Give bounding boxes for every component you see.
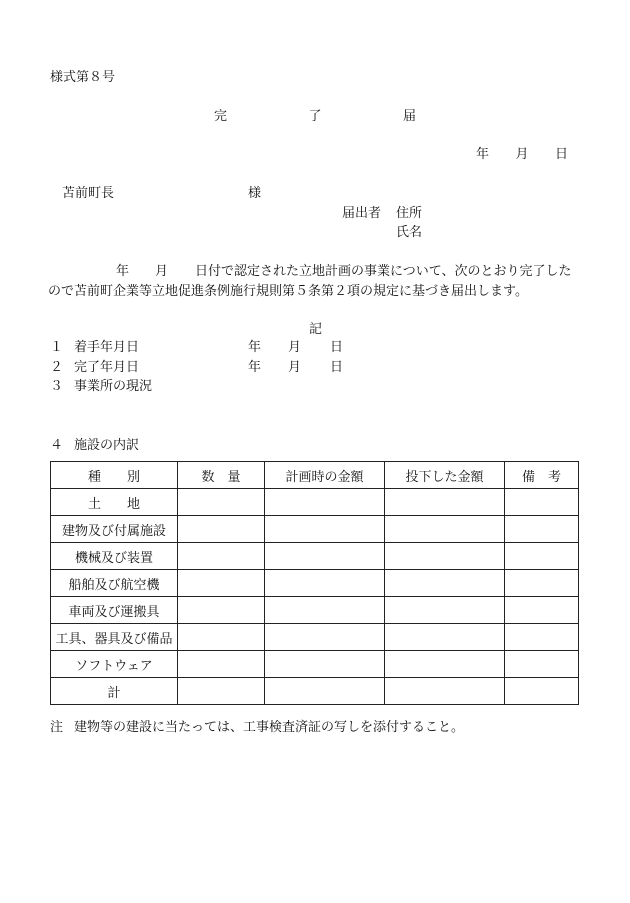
name-label: 氏名 xyxy=(396,225,423,240)
table-row xyxy=(51,543,579,570)
row-label: 船舶及び航空機 xyxy=(51,570,178,597)
remarks-cell xyxy=(505,516,579,543)
start-date-day: 日 xyxy=(330,340,344,355)
item-label-completion-date: 完了年月日 xyxy=(74,360,140,375)
title-char: 了 xyxy=(308,109,322,124)
quantity-cell xyxy=(178,624,265,651)
note-text: 建物等の建設に当たっては、工事検査済証の写しを添付すること。 xyxy=(74,720,465,735)
column-header-remarks: 備 考 xyxy=(505,462,579,489)
invested-amount-cell xyxy=(385,624,505,651)
invested-amount-cell xyxy=(385,678,505,705)
table-total-row xyxy=(51,678,579,705)
table-row xyxy=(51,570,579,597)
item-number: ３ xyxy=(50,379,64,394)
invested-amount-cell xyxy=(385,489,505,516)
table-row xyxy=(51,489,579,516)
planned-amount-cell xyxy=(265,516,385,543)
quantity-cell xyxy=(178,570,265,597)
remarks-cell xyxy=(505,570,579,597)
column-header-quantity: 数 量 xyxy=(178,462,265,489)
planned-amount-cell xyxy=(265,651,385,678)
planned-amount-cell xyxy=(265,489,385,516)
row-label: 土 地 xyxy=(51,489,178,516)
body-year: 年 xyxy=(116,264,130,279)
addressee-suffix: 様 xyxy=(248,186,262,201)
quantity-cell xyxy=(178,597,265,624)
table-row xyxy=(51,597,579,624)
notifier-label: 届出者 xyxy=(342,206,382,221)
facility-breakdown-table xyxy=(50,461,579,705)
note-label: 注 xyxy=(50,720,64,735)
remarks-cell xyxy=(505,624,579,651)
table-header-row xyxy=(51,462,579,489)
quantity-cell xyxy=(178,543,265,570)
table-row xyxy=(51,516,579,543)
completion-date-year: 年 xyxy=(248,360,262,375)
planned-amount-cell xyxy=(265,543,385,570)
date-year-label: 年 xyxy=(476,147,490,162)
date-day-label: 日 xyxy=(554,147,568,162)
item-number: １ xyxy=(50,340,64,355)
quantity-cell xyxy=(178,516,265,543)
remarks-cell xyxy=(505,597,579,624)
table-row xyxy=(51,651,579,678)
item-number: ２ xyxy=(50,360,64,375)
invested-amount-cell xyxy=(385,543,505,570)
section-label-breakdown: 施設の内訳 xyxy=(74,438,140,453)
row-label: ソフトウェア xyxy=(51,651,178,678)
row-label: 建物及び付属施設 xyxy=(51,516,178,543)
title-char: 届 xyxy=(402,109,416,124)
planned-amount-cell xyxy=(265,678,385,705)
planned-amount-cell xyxy=(265,624,385,651)
row-label: 機械及び装置 xyxy=(51,543,178,570)
form-number: 様式第８号 xyxy=(50,70,116,85)
invested-amount-cell xyxy=(385,570,505,597)
section-number: ４ xyxy=(50,438,64,453)
addressee-name: 苫前町長 xyxy=(62,186,115,201)
planned-amount-cell xyxy=(265,597,385,624)
start-date-year: 年 xyxy=(248,340,262,355)
row-label: 工具、器具及び備品 xyxy=(51,624,178,651)
planned-amount-cell xyxy=(265,570,385,597)
invested-amount-cell xyxy=(385,597,505,624)
quantity-cell xyxy=(178,651,265,678)
total-label: 計 xyxy=(51,678,178,705)
item-label-start-date: 着手年月日 xyxy=(74,340,140,355)
quantity-cell xyxy=(178,489,265,516)
column-header-category: 種 別 xyxy=(51,462,178,489)
body-line1: 日付で認定された立地計画の事業について、次のとおり完了した xyxy=(195,264,572,279)
body-month: 月 xyxy=(155,264,169,279)
table-row xyxy=(51,624,579,651)
remarks-cell xyxy=(505,678,579,705)
column-header-invested-amount: 投下した金額 xyxy=(385,462,505,489)
completion-date-day: 日 xyxy=(330,360,344,375)
date-month-label: 月 xyxy=(515,147,529,162)
remarks-cell xyxy=(505,651,579,678)
invested-amount-cell xyxy=(385,516,505,543)
remarks-cell xyxy=(505,489,579,516)
ki-label: 記 xyxy=(309,322,323,337)
title-char: 完 xyxy=(214,109,228,124)
invested-amount-cell xyxy=(385,651,505,678)
body-line2: ので苫前町企業等立地促進条例施行規則第５条第２項の規定に基づき届出します。 xyxy=(48,284,528,299)
date-line xyxy=(476,143,568,162)
address-label: 住所 xyxy=(396,206,423,221)
start-date-month: 月 xyxy=(288,340,302,355)
remarks-cell xyxy=(505,543,579,570)
row-label: 車両及び運搬具 xyxy=(51,597,178,624)
quantity-cell xyxy=(178,678,265,705)
column-header-planned-amount: 計画時の金額 xyxy=(265,462,385,489)
item-label-current-status: 事業所の現況 xyxy=(74,379,153,394)
document-title xyxy=(214,105,416,124)
completion-date-month: 月 xyxy=(288,360,302,375)
